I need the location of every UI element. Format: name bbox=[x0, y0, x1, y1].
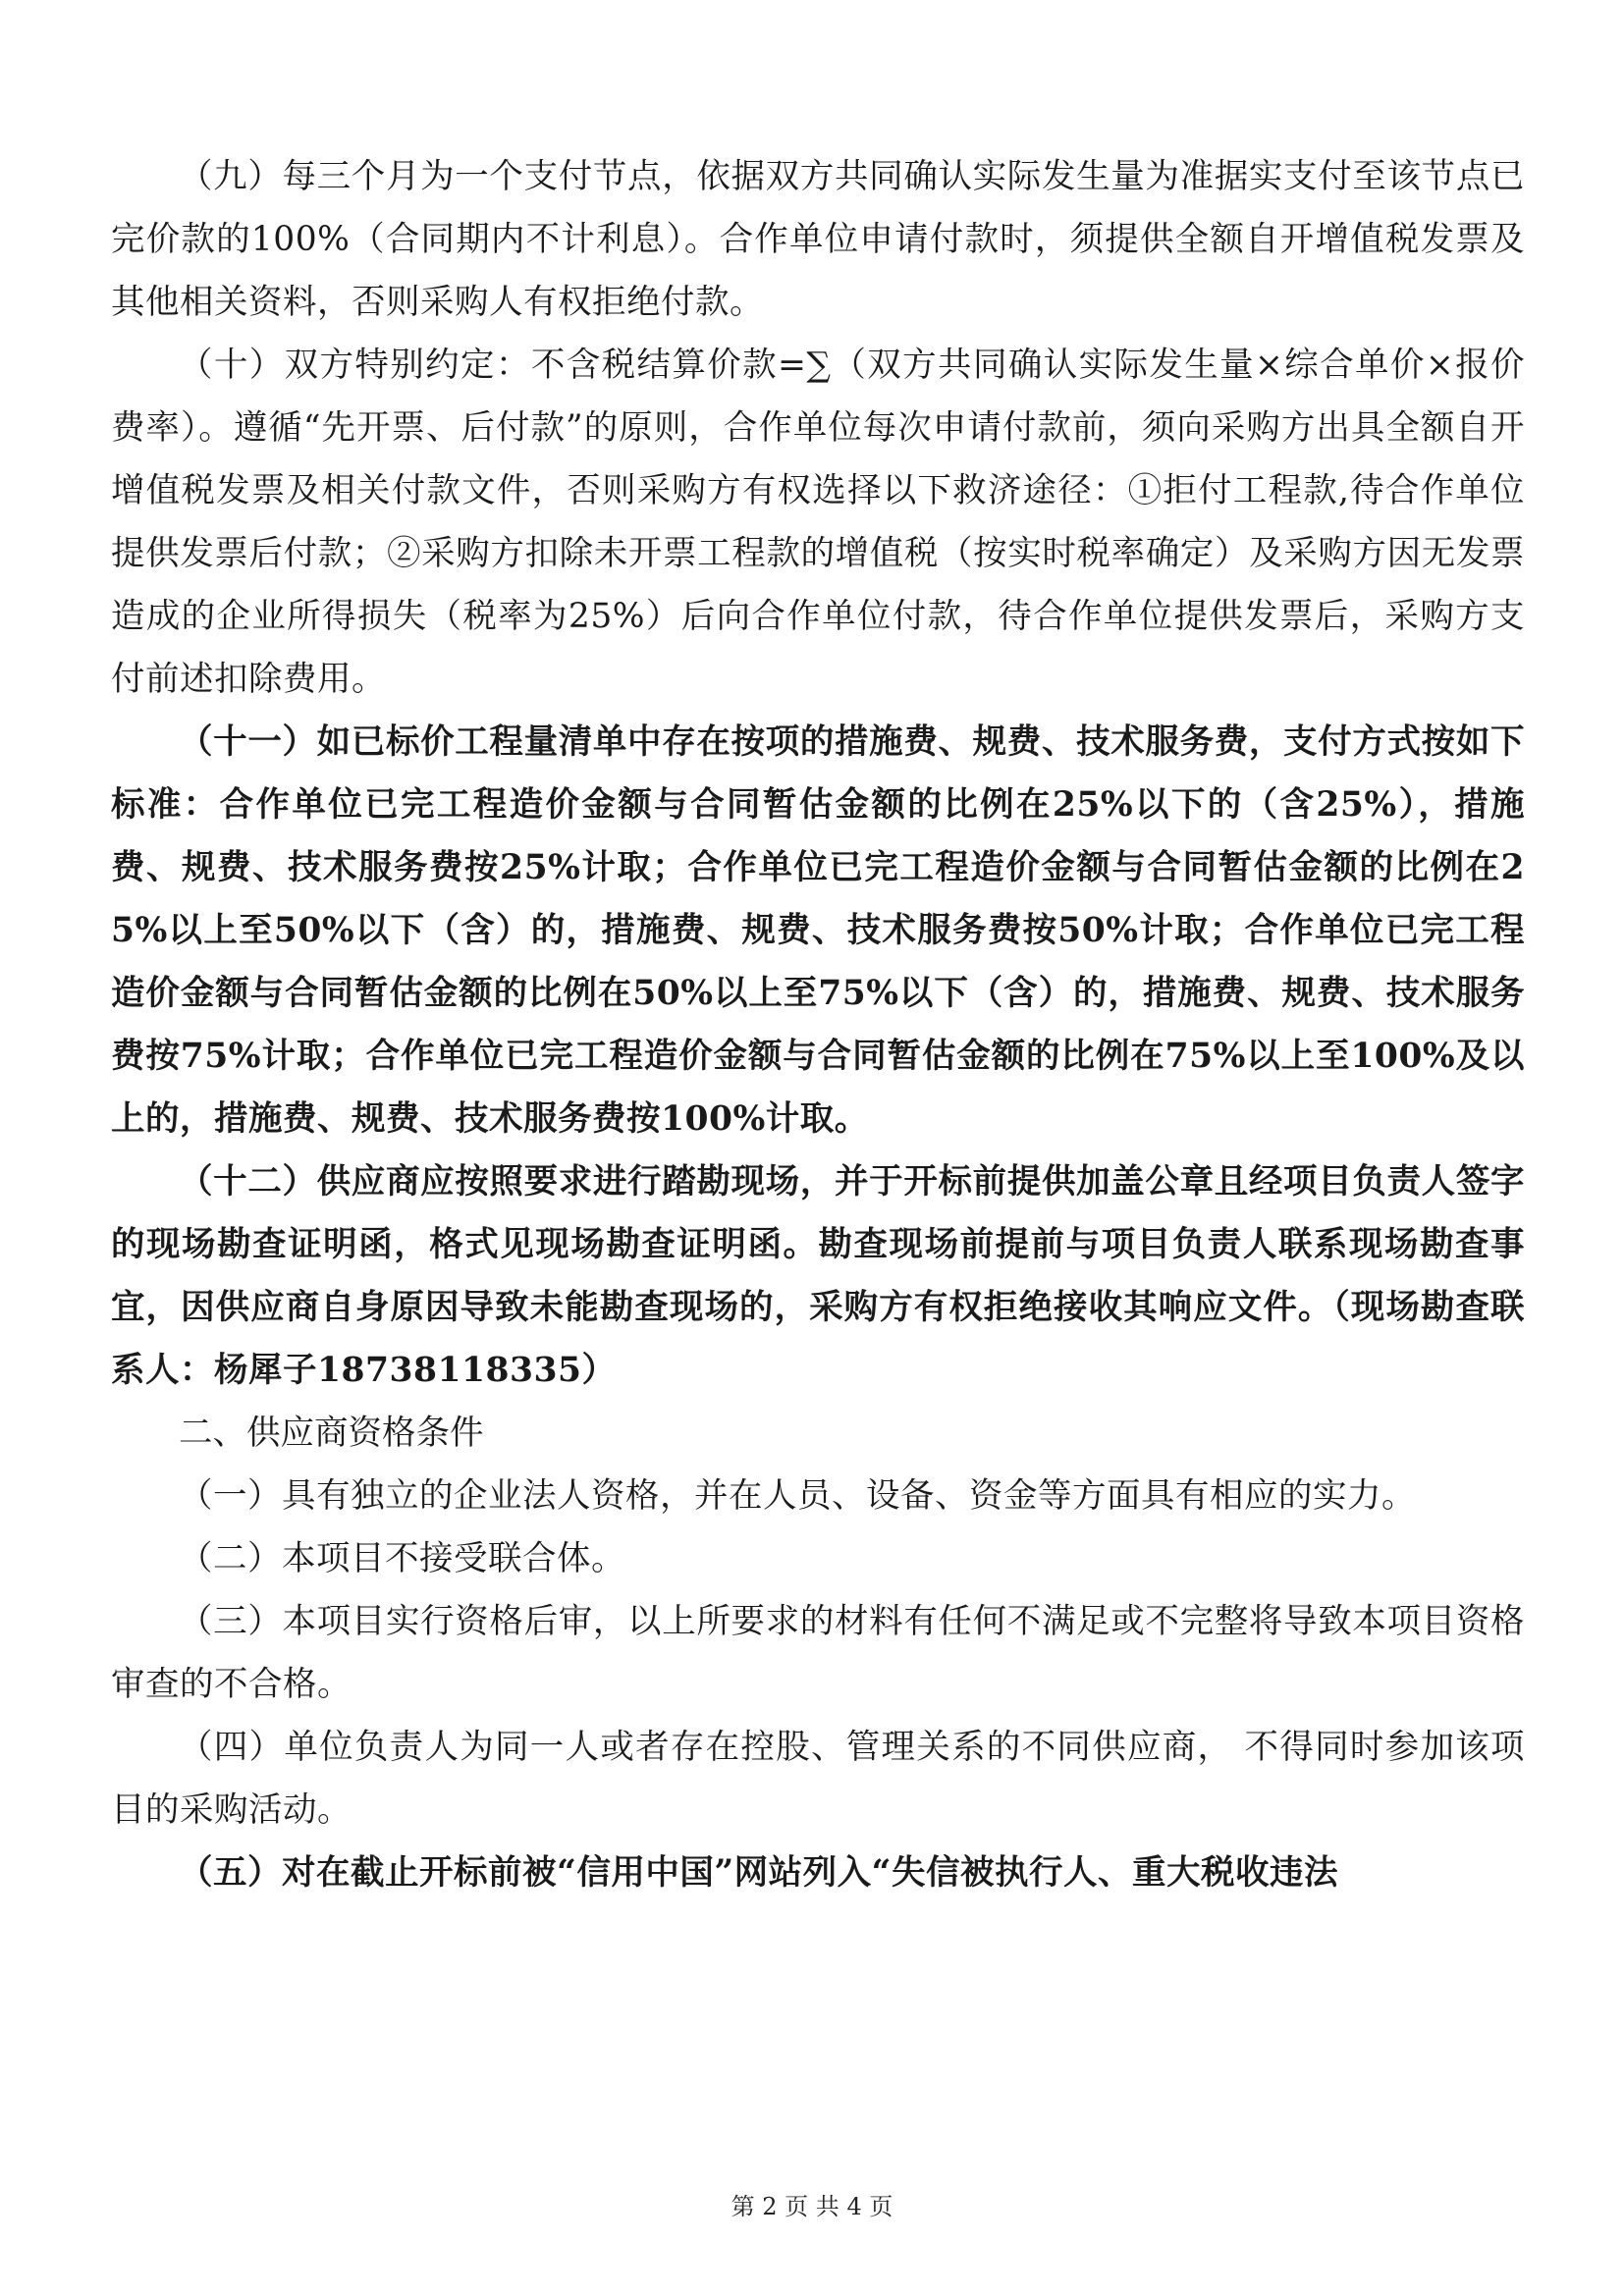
section-heading: 二、供应商资格条件 bbox=[179, 1414, 484, 1453]
clause-12: （十二）供应商应按照要求进行踏勘现场，并于开标前提供加盖公章且经项目负责人签字的现场勘查证明函，格式见现场勘查证明函。勘查现场前提前与项目负责人联系现场勘查事宜，因供应商自身原因导致未能勘查现场的，采购方有权拒绝接收其响应文件。（现场勘查联系人：杨犀子18738118335） bbox=[111, 1162, 1525, 1390]
qualification-5: （五）对在截止开标前被“信用中国”网站列入“失信被执行人、重大税收违法 bbox=[179, 1853, 1339, 1893]
clause-11: （十一）如已标价工程量清单中存在按项的措施费、规费、技术服务费，支付方式按如下标准：合作单位已完工程造价金额与合同暂估金额的比例在25%以下的（含25%），措施费、规费、技术服务费按25%计取；合作单位已完工程造价金额与合同暂估金额的比例在25%以上至50%以下（含）的，措施费、规费、技术服务费按50%计取；合作单位已完工程造价金额与合同暂估金额的比例在50%以上至75%以下（含）的，措施费、规费、技术服务费按75%计取；合作单位已完工程造价金额与合同暂估金额的比例在75%以上至100%及以上的，措施费、规费、技术服务费按100%计取。 bbox=[111, 722, 1525, 1139]
qualification-4: （四）单位负责人为同一人或者存在控股、管理关系的不同供应商， 不得同时参加该项目的采购活动。 bbox=[111, 1728, 1525, 1830]
document-body bbox=[111, 145, 1525, 1904]
clause-10: （十）双方特别约定：不含税结算价款=∑（双方共同确认实际发生量×综合单价×报价费率）。遵循“先开票、后付款”的原则，合作单位每次申请付款前，须向采购方出具全额自开增值税发票及相关付款文件，否则采购方有权选择以下救济途径：①拒付工程款,待合作单位提供发票后付款；②采购方扣除未开票工程款的增值税（按实时税率确定）及采购方因无发票造成的企业所得损失（税率为25%）后向合作单位付款，待合作单位提供发票后，采购方支付前述扣除费用。 bbox=[111, 346, 1525, 699]
qualification-3: （三）本项目实行资格后审，以上所要求的材料有任何不满足或不完整将导致本项目资格审查的不合格。 bbox=[111, 1602, 1525, 1704]
qualification-1: （一）具有独立的企业法人资格，并在人员、设备、资金等方面具有相应的实力。 bbox=[179, 1476, 1416, 1516]
clause-9: （九）每三个月为一个支付节点，依据双方共同确认实际发生量为准据实支付至该节点已完价款的100%（合同期内不计利息）。合作单位申请付款时，须提供全额自开增值税发票及其他相关资料，否则采购人有权拒绝付款。 bbox=[111, 157, 1525, 322]
page-number-footer: 第 2 页 共 4 页 bbox=[731, 2193, 893, 2220]
qualification-2: （二）本项目不接受联合体。 bbox=[179, 1539, 625, 1578]
